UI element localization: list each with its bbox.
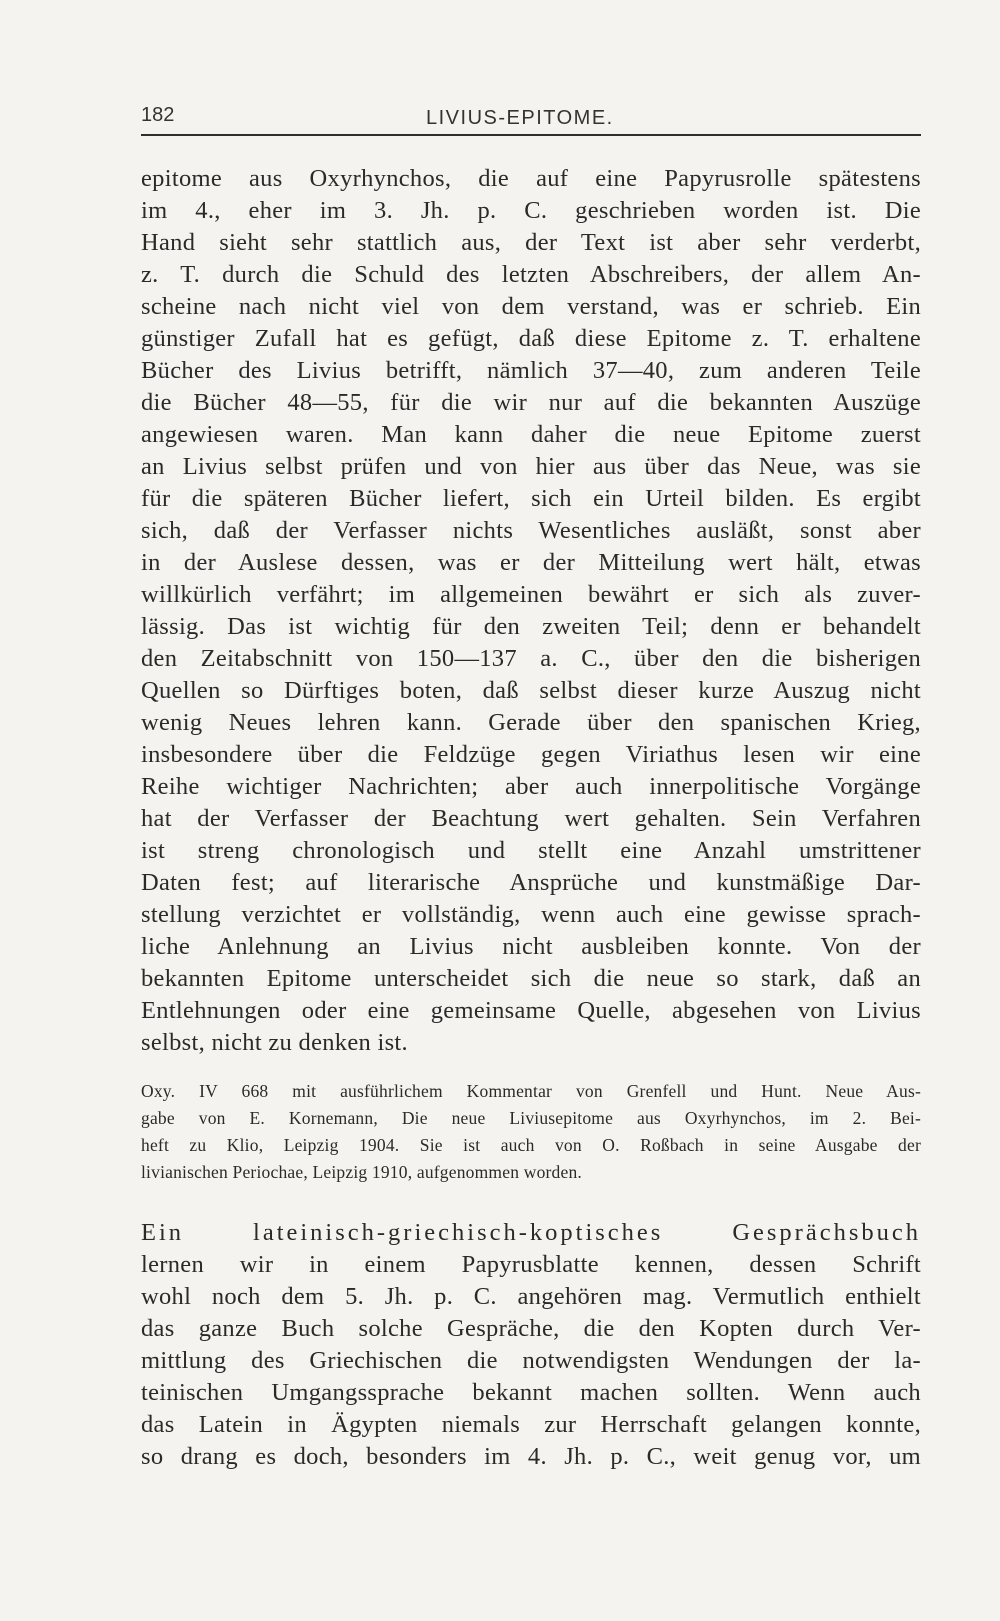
text-line: bekannten Epitome unterscheidet sich die neue so stark, daß an <box>141 965 921 992</box>
text-line: den Zeitabschnitt von 150—137 a. C., über den die bisherigen <box>141 645 921 672</box>
text-line: an Livius selbst prüfen und von hier aus über das Neue, was sie <box>141 453 921 480</box>
text-line: willkürlich verfährt; im allgemeinen bewährt er sich als zuver- <box>141 581 921 608</box>
text-line: wenig Neues lehren kann. Gerade über den spanischen Krieg, <box>141 709 921 736</box>
section-heading-phrase: Ein lateinisch-griechisch-koptisches Gesprächsbuch <box>141 1219 921 1246</box>
page-header <box>141 104 921 134</box>
text-line: insbesondere über die Feldzüge gegen Viriathus lesen wir eine <box>141 741 921 768</box>
page-number: 182 <box>141 104 175 126</box>
text-line: Hand sieht sehr stattlich aus, der Text ist aber sehr verderbt, <box>141 229 921 256</box>
text-line: im 4., eher im 3. Jh. p. C. geschrieben worden ist. Die <box>141 197 921 224</box>
text-line: selbst, nicht zu denken ist. <box>141 1029 408 1056</box>
footnote <box>141 1078 921 1186</box>
text-line: Quellen so Dürftiges boten, daß selbst dieser kurze Auszug nicht <box>141 677 921 704</box>
text-line: angewiesen waren. Man kann daher die neue Epitome zuerst <box>141 421 921 448</box>
text-line: lässig. Das ist wichtig für den zweiten Teil; denn er behandelt <box>141 613 921 640</box>
footnote-line: heft zu Klio, Leipzig 1904. Sie ist auch von O. Roßbach in seine Ausgabe der <box>141 1135 921 1155</box>
text-line: sich, daß der Verfasser nichts Wesentliches ausläßt, sonst aber <box>141 517 921 544</box>
paragraph-livius-epitome <box>141 163 921 1059</box>
text-line: die Bücher 48—55, für die wir nur auf die bekannten Auszüge <box>141 389 921 416</box>
text-line: ist streng chronologisch und stellt eine Anzahl umstrittener <box>141 837 921 864</box>
text-line: das Latein in Ägypten niemals zur Herrschaft gelangen konnte, <box>141 1411 921 1438</box>
footnote-line: gabe von E. Kornemann, Die neue Liviusepitome aus Oxyrhynchos, im 2. Bei- <box>141 1108 921 1128</box>
text-line: hat der Verfasser der Beachtung wert gehalten. Sein Verfahren <box>141 805 921 832</box>
paragraph-gespraechsbuch <box>141 1217 921 1473</box>
text-line: z. T. durch die Schuld des letzten Abschreibers, der allem An- <box>141 261 921 288</box>
running-title: LIVIUS-EPITOME. <box>426 107 614 129</box>
text-line: lernen wir in einem Papyrusblatte kennen, dessen Schrift <box>141 1251 921 1278</box>
text-line: wohl noch dem 5. Jh. p. C. angehören mag. Vermutlich enthielt <box>141 1283 921 1310</box>
text-line: Daten fest; auf literarische Ansprüche und kunstmäßige Dar- <box>141 869 921 896</box>
text-line: scheine nach nicht viel von dem verstand, was er schrieb. Ein <box>141 293 921 320</box>
text-line: günstiger Zufall hat es gefügt, daß diese Epitome z. T. erhaltene <box>141 325 921 352</box>
text-line: mittlung des Griechischen die notwendigsten Wendungen der la- <box>141 1347 921 1374</box>
text-line: in der Auslese dessen, was er der Mitteilung wert hält, etwas <box>141 549 921 576</box>
text-line: liche Anlehnung an Livius nicht ausbleiben konnte. Von der <box>141 933 921 960</box>
footnote-line: livianischen Periochae, Leipzig 1910, aufgenommen worden. <box>141 1162 582 1182</box>
text-line: teinischen Umgangssprache bekannt machen sollten. Wenn auch <box>141 1379 921 1406</box>
text-line: das ganze Buch solche Gespräche, die den Kopten durch Ver- <box>141 1315 921 1342</box>
text-line: Entlehnungen oder eine gemeinsame Quelle, abgesehen von Livius <box>141 997 921 1024</box>
footnote-line: Oxy. IV 668 mit ausführlichem Kommentar von Grenfell und Hunt. Neue Aus- <box>141 1081 921 1101</box>
text-line: stellung verzichtet er vollständig, wenn auch eine gewisse sprach- <box>141 901 921 928</box>
header-rule <box>141 134 921 136</box>
text-line: Bücher des Livius betrifft, nämlich 37—40, zum anderen Teile <box>141 357 921 384</box>
text-line: so drang es doch, besonders im 4. Jh. p. C., weit genug vor, um <box>141 1443 921 1470</box>
text-line: für die späteren Bücher liefert, sich ein Urteil bilden. Es ergibt <box>141 485 921 512</box>
text-line: epitome aus Oxyrhynchos, die auf eine Papyrusrolle spätestens <box>141 165 921 192</box>
text-line: Reihe wichtiger Nachrichten; aber auch innerpolitische Vorgänge <box>141 773 921 800</box>
